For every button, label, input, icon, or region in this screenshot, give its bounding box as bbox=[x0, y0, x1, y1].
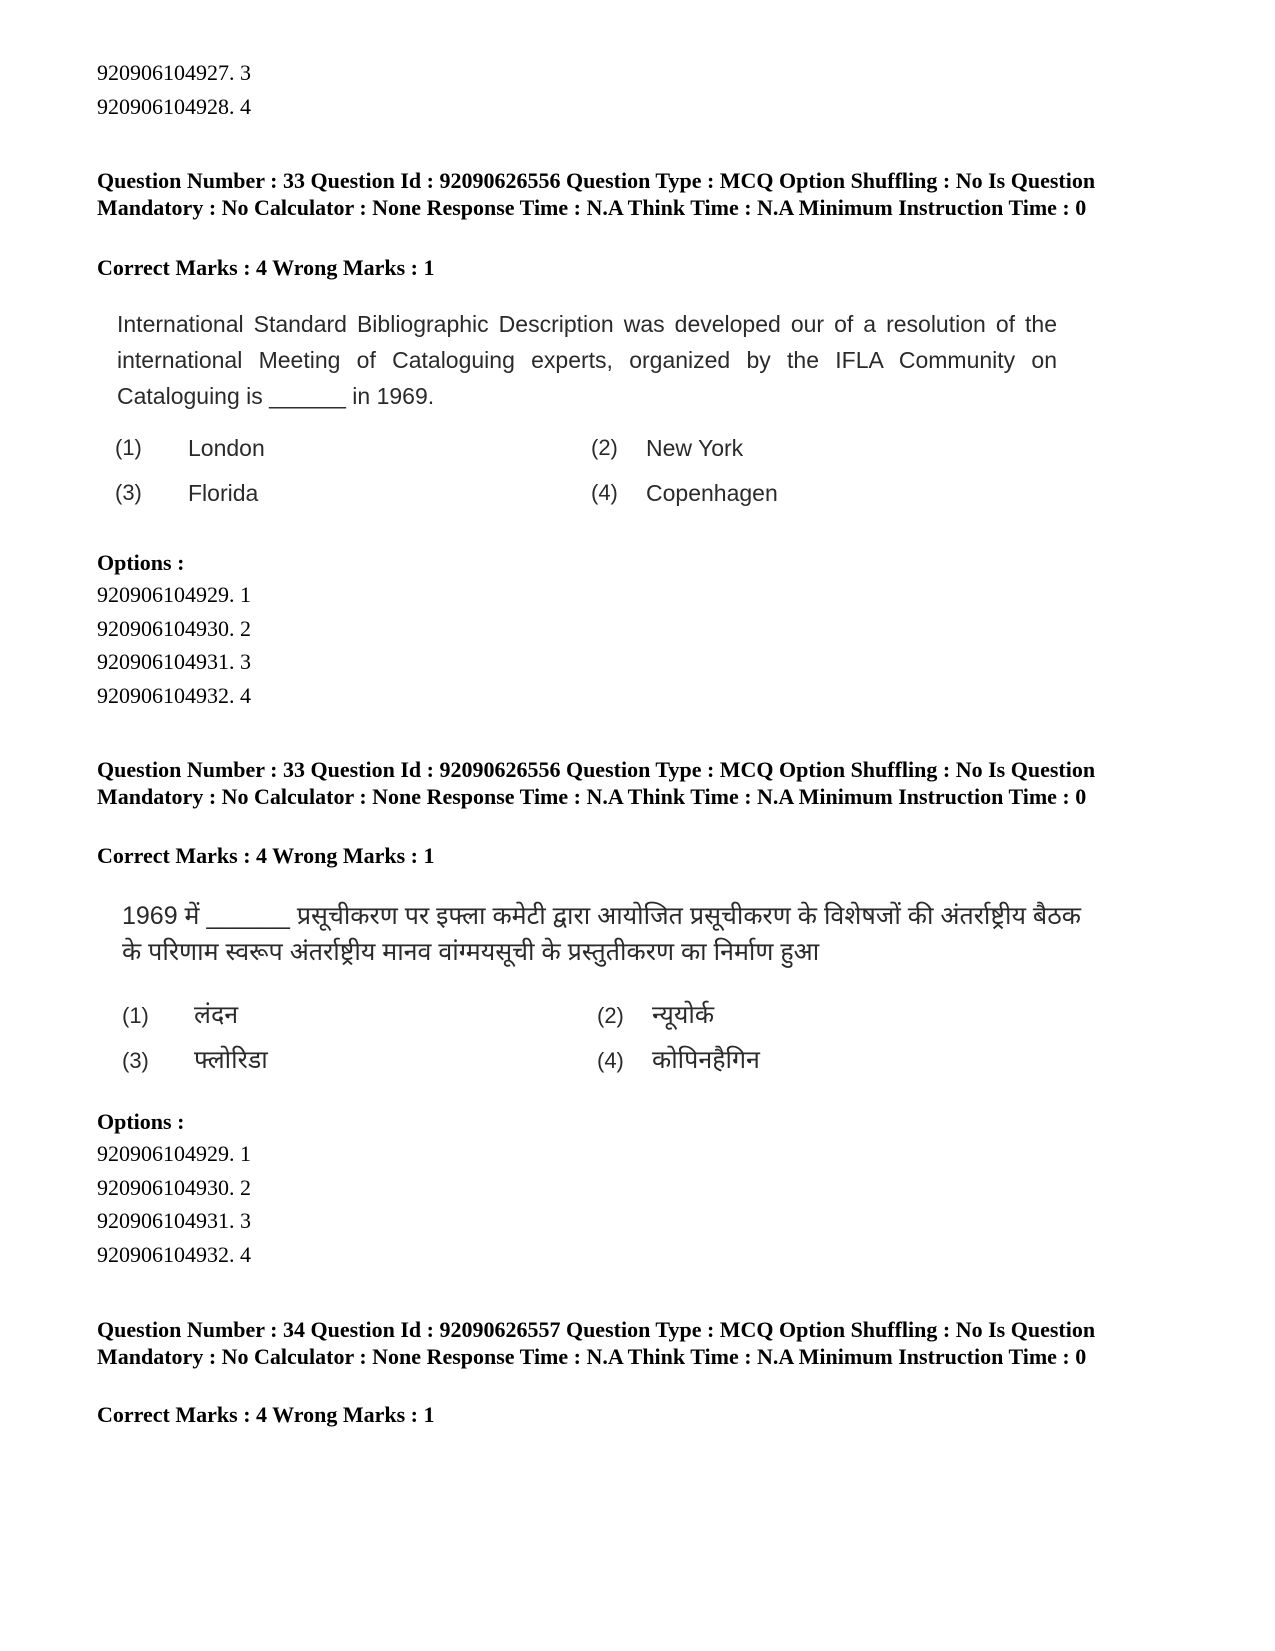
question-text: 1969 में ______ प्रसूचीकरण पर इफ्ला कमेटी द्वारा आयोजित प्रसूचीकरण के विशेषजों की अंतर्राष्ट्रीय बैठक के परिणाम स्वरूप अंतर्राष्ट्रीय मानव वांग्मयसूची के प्रस्तुतीकरण का निर्माण हुआ bbox=[122, 902, 1081, 966]
option-line: 920906104930. 2 bbox=[97, 616, 251, 641]
option-line: 920906104932. 4 bbox=[97, 1242, 251, 1267]
choice-number: (2) bbox=[597, 1003, 624, 1028]
choice-text: New York bbox=[646, 435, 744, 461]
choice-text: कोपिनहैगिन bbox=[652, 1046, 760, 1074]
option-line: 920906104932. 4 bbox=[97, 683, 251, 708]
question-marks: Correct Marks : 4 Wrong Marks : 1 bbox=[97, 255, 435, 280]
choice-number: (1) bbox=[115, 435, 142, 460]
choice-number: (4) bbox=[597, 1048, 624, 1073]
question-marks: Correct Marks : 4 Wrong Marks : 1 bbox=[97, 843, 435, 868]
choice-number: (2) bbox=[591, 435, 618, 460]
choice-number: (4) bbox=[591, 480, 618, 505]
question-meta: Question Number : 33 Question Id : 92090626556 Question Type : MCQ Option Shuffling : No Is Question Mandatory : No Calculator : None Response Time : N.A Think Time : N.A Minimum Instruction Time : 0 bbox=[97, 757, 1096, 809]
option-line: 920906104927. 3 bbox=[97, 60, 251, 85]
option-line: 920906104930. 2 bbox=[97, 1175, 251, 1200]
choice-text: न्यूयोर्क bbox=[652, 1001, 715, 1029]
options-heading: Options : bbox=[97, 550, 185, 575]
choice-number: (3) bbox=[115, 480, 142, 505]
question-meta: Question Number : 33 Question Id : 92090626556 Question Type : MCQ Option Shuffling : No Is Question Mandatory : No Calculator : None Response Time : N.A Think Time : N.A Minimum Instruction Time : 0 bbox=[97, 168, 1096, 220]
choice-text: लंदन bbox=[194, 1001, 239, 1029]
options-heading: Options : bbox=[97, 1109, 185, 1134]
option-line: 920906104929. 1 bbox=[97, 582, 251, 607]
choice-text: London bbox=[188, 435, 265, 461]
question-marks: Correct Marks : 4 Wrong Marks : 1 bbox=[97, 1402, 435, 1427]
choice-text: Florida bbox=[188, 480, 259, 506]
choice-text: फ्लोरिडा bbox=[194, 1046, 268, 1074]
choice-text: Copenhagen bbox=[646, 480, 778, 506]
option-line: 920906104931. 3 bbox=[97, 649, 251, 674]
choice-number: (3) bbox=[122, 1048, 149, 1073]
question-text: International Standard Bibliographic Description was developed our of a resolution of the international Meeting of Cataloguing experts, organized by the IFLA Community on Cataloguing is ______ in 1969. bbox=[117, 311, 1057, 409]
option-line: 920906104929. 1 bbox=[97, 1141, 251, 1166]
option-line: 920906104928. 4 bbox=[97, 94, 251, 119]
choice-number: (1) bbox=[122, 1003, 149, 1028]
option-line: 920906104931. 3 bbox=[97, 1208, 251, 1233]
question-meta: Question Number : 34 Question Id : 92090626557 Question Type : MCQ Option Shuffling : No Is Question Mandatory : No Calculator : None Response Time : N.A Think Time : N.A Minimum Instruction Time : 0 bbox=[97, 1317, 1096, 1369]
